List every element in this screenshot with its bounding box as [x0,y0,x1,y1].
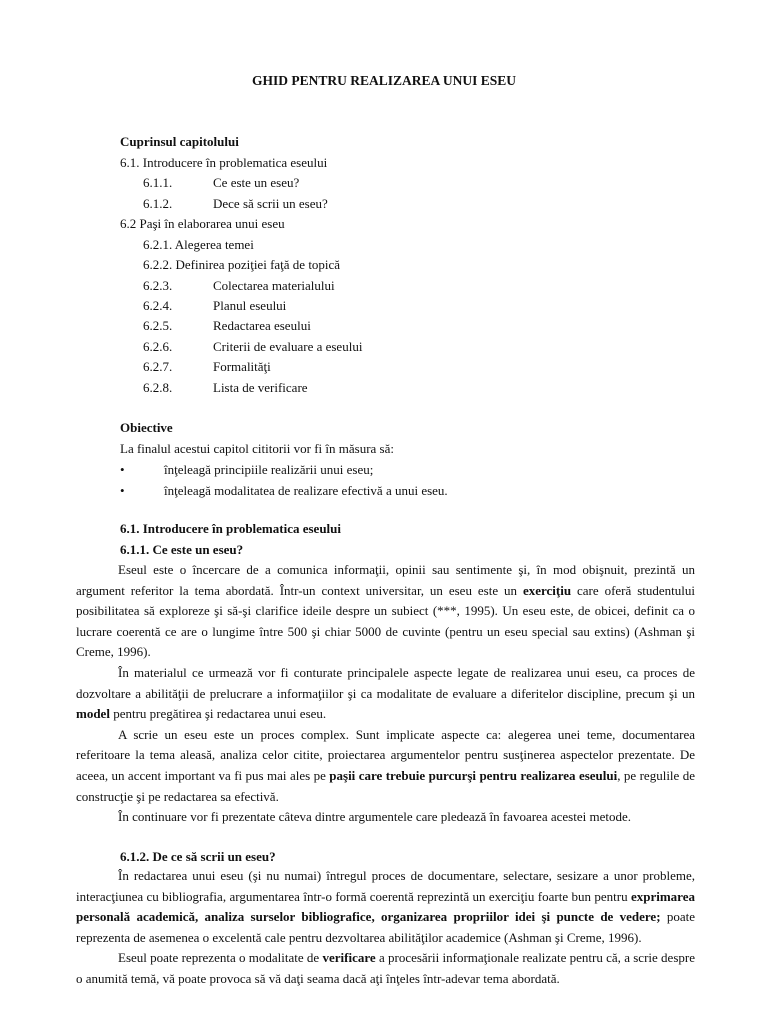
objective-bullet: • înţeleagă modalitatea de realizare efectivă a unui eseu. [120,483,448,498]
toc-item: 6.2.6. Criterii de evaluare a eseului [143,339,363,354]
contents-heading: Cuprinsul capitolului [120,134,239,149]
section-6-1-2-body [76,866,695,990]
section-6-1-body [76,560,695,828]
toc-item: 6.2.4. Planul eseului [143,298,287,313]
objective-bullet: • înţeleagă principiile realizării unui eseu; [120,462,374,477]
toc-item: 6.2.7. Formalităţi [143,359,271,374]
paragraph: În continuare vor fi prezentate câteva dintre argumentele care pledează în favoarea acestei metode. [118,809,631,825]
toc-item: 6.1.1. Ce este un eseu? [143,175,300,190]
toc-item: 6.2 Paşi în elaborarea unui eseu [120,216,285,231]
objectives-intro: La finalul acestui capitol cititorii vor fi în măsura să: [120,441,394,456]
toc-item: 6.2.5. Redactarea eseului [143,318,311,333]
toc-item: 6.2.3. Colectarea materialului [143,278,335,293]
toc-item: 6.2.2. Definirea poziţiei faţă de topică [143,257,341,272]
paragraph: Eseul poate reprezenta o modalitate de verificare a procesării informaţionale realizate pentru că, a scrie despre o anumită temă, vă poate provoca să vă daţi seama dacă aţi înţeles într-adevar tema abordată. [76,950,695,986]
section-heading: 6.1. Introducere în problematica eseului [120,521,341,536]
toc-item: 6.2.1. Alegerea temei [143,237,254,252]
paragraph: În materialul ce urmează vor fi conturate principalele aspecte legate de realizarea unui eseu, ca proces de dozvoltare a abilităţii de prelucrare a informaţiilor şi ca modalitate de evaluare a diferitelor discipline, precum şi un model pentru pregătirea şi redactarea unui eseu. [76,664,695,722]
paragraph: Eseul este o încercare de a comunica informaţii, opinii sau sentimente şi, în mod obişnuit, prezintă un argument referitor la tema abordată. Într-un context universitar, un eseu este un exerciţiu care oferă studentului posibilitatea să exploreze şi să-şi clarifice ideile despre un subiect (***, 1995). Un eseu este, de obicei, definit ca o lucrare coerentă ce are o lungime între 500 şi chiar 5000 de cuvinte (pentru un eseu special sau extins) (Ashman şi Creme, 1996). [76,562,695,660]
objectives-heading: Obiective [120,420,173,435]
document-title: GHID PENTRU REALIZAREA UNUI ESEU [251,73,517,88]
subsection-heading: 6.1.1. Ce este un eseu? [120,542,244,557]
toc-item: 6.1.2. Dece să scrii un eseu? [143,196,328,211]
toc-item: 6.1. Introducere în problematica eseului [120,155,328,170]
paragraph: A scrie un eseu este un proces complex. Sunt implicate aspecte ca: alegerea unei teme, documentarea referitoare la tema aleasă, analiza celor citite, proiectarea argumentelor pentru susţinerea aspectelor prezentate. De aceea, un accent important va fi pus mai ales pe paşii care trebuie purcurşi pentru realizarea eseului, pe regulile de construcţie şi pe redactarea sa efectivă. [76,726,696,804]
subsection-heading: 6.1.2. De ce să scrii un eseu? [120,849,276,864]
paragraph: În redactarea unui eseu (şi nu numai) întregul proces de documentare, selectare, sesizare a unor probleme, interacţiunea cu bibliografia, argumentarea într-o formă coerentă reprezintă un exerciţiu foarte bun pentru exprimarea personală academică, analiza surselor bibliografice, organizarea propriilor idei şi puncte de vedere; poate reprezenta de asemenea o excelentă cale pentru dezvoltarea abilităţilor academice (Ashman şi Creme, 1996). [76,868,696,945]
toc-item: 6.2.8. Lista de verificare [143,380,308,395]
